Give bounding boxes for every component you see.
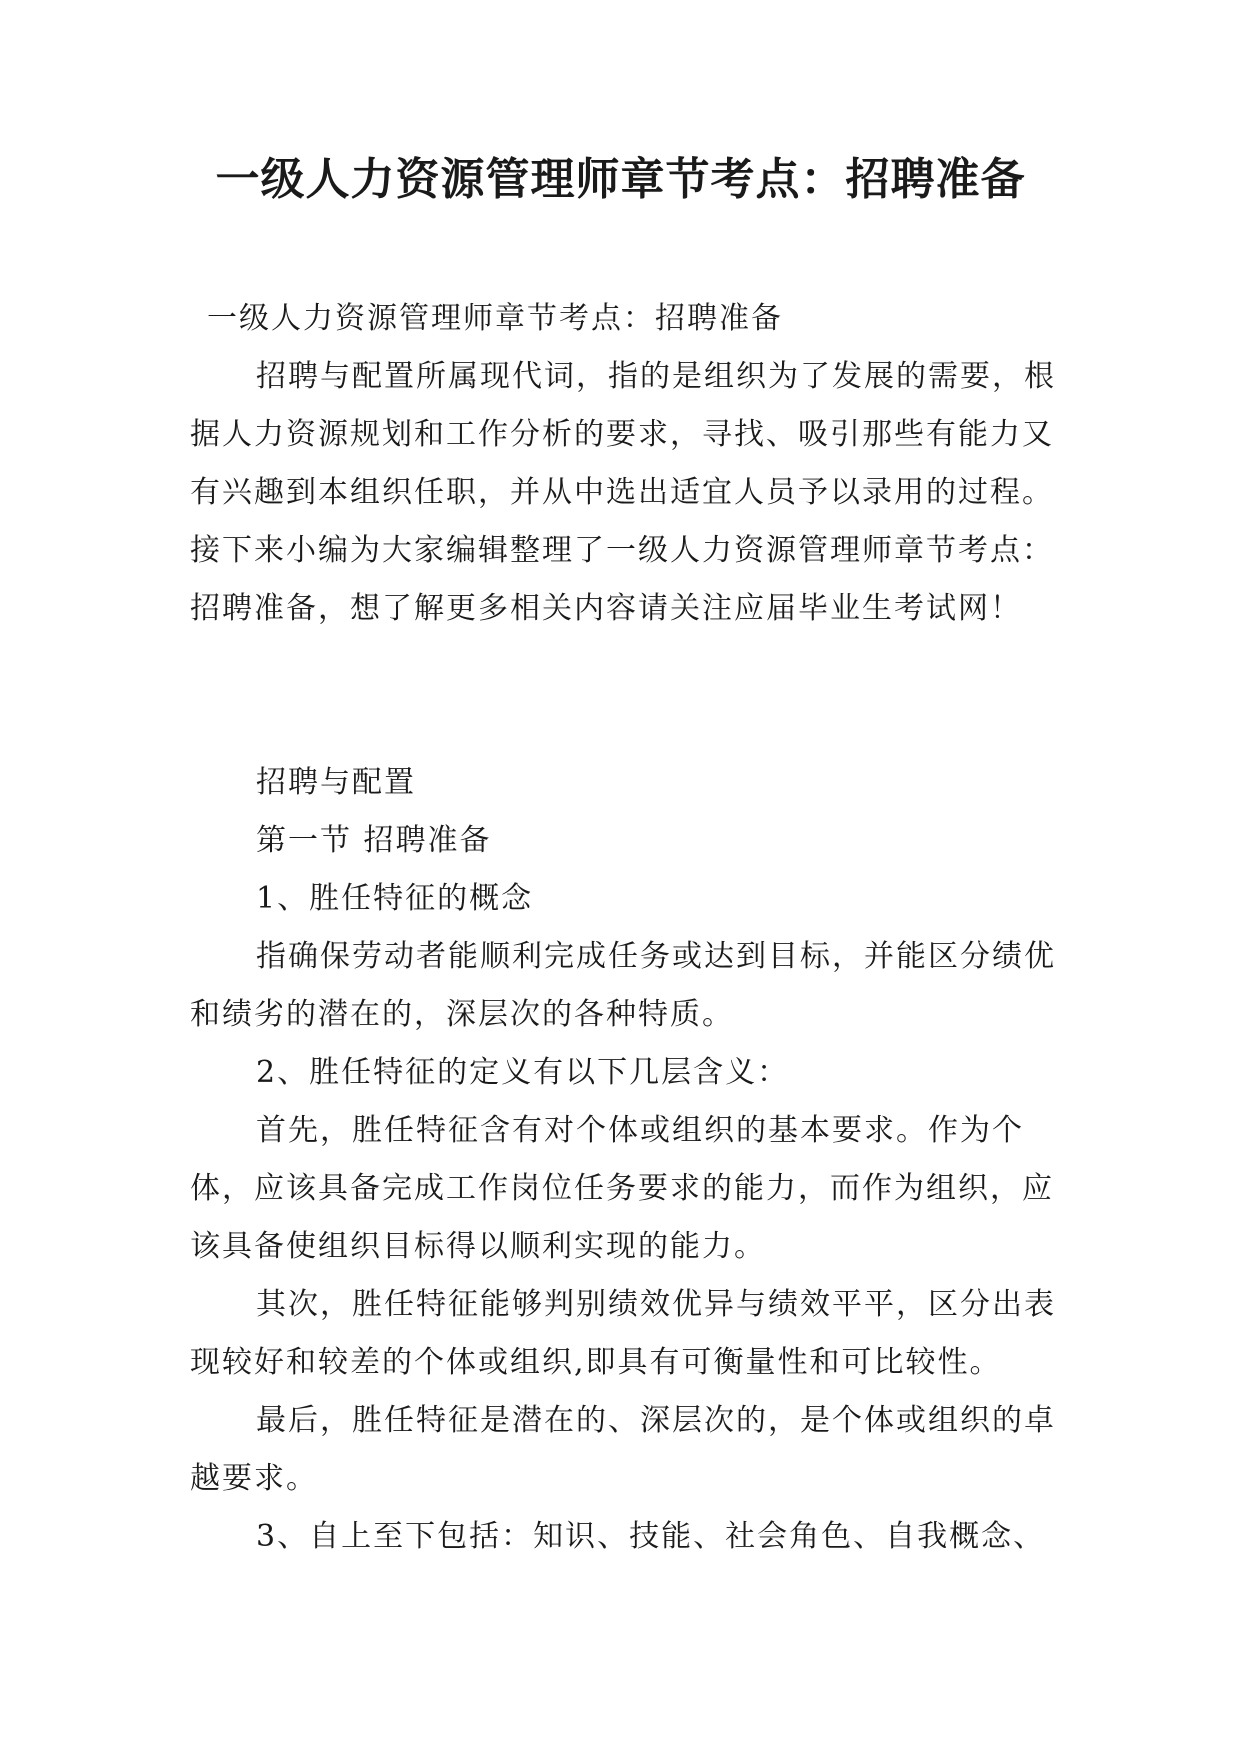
- item2-heading: 2、胜任特征的定义有以下几层含义：: [256, 1055, 790, 1090]
- section-heading: 招聘与配置: [256, 765, 416, 800]
- chapter-heading: 第一节 招聘准备: [256, 823, 492, 858]
- item2-first-paragraph: 首先，胜任特征含有对个体或组织的基本要求。作为个体，应该具备完成工作岗位任务要求的能力，而作为组织，应该具备使组织目标得以顺利实现的能力。: [190, 1113, 1054, 1264]
- item2-last-paragraph: 最后，胜任特征是潜在的、深层次的，是个体或组织的卓越要求。: [190, 1403, 1056, 1496]
- subtitle-line: 一级人力资源管理师章节考点：招聘准备: [207, 301, 783, 336]
- paragraph-gap: [190, 638, 1070, 754]
- intro-paragraph: 招聘与配置所属现代词，指的是组织为了发展的需要，根据人力资源规划和工作分析的要求，寻找、吸引那些有能力又有兴趣到本组织任职，并从中选出适宜人员予以录用的过程。接下来小编为大家编辑整理了一级人力资源管理师章节考点：招聘准备，想了解更多相关内容请关注应届毕业生考试网！: [190, 359, 1056, 626]
- item2-second-paragraph: 其次，胜任特征能够判别绩效优异与绩效平平，区分出表现较好和较差的个体或组织,即具有可衡量性和可比较性。: [190, 1287, 1056, 1380]
- item1-body: 指确保劳动者能顺利完成任务或达到目标，并能区分绩优和绩劣的潜在的，深层次的各种特质。: [190, 939, 1056, 1032]
- item3-heading: 3、自上至下包括：知识、技能、社会角色、自我概念、: [256, 1519, 1046, 1554]
- item1-heading: 1、胜任特征的概念: [256, 881, 534, 916]
- document-body: [190, 290, 1070, 1566]
- document-title: 一级人力资源管理师章节考点：招聘准备: [215, 154, 1026, 205]
